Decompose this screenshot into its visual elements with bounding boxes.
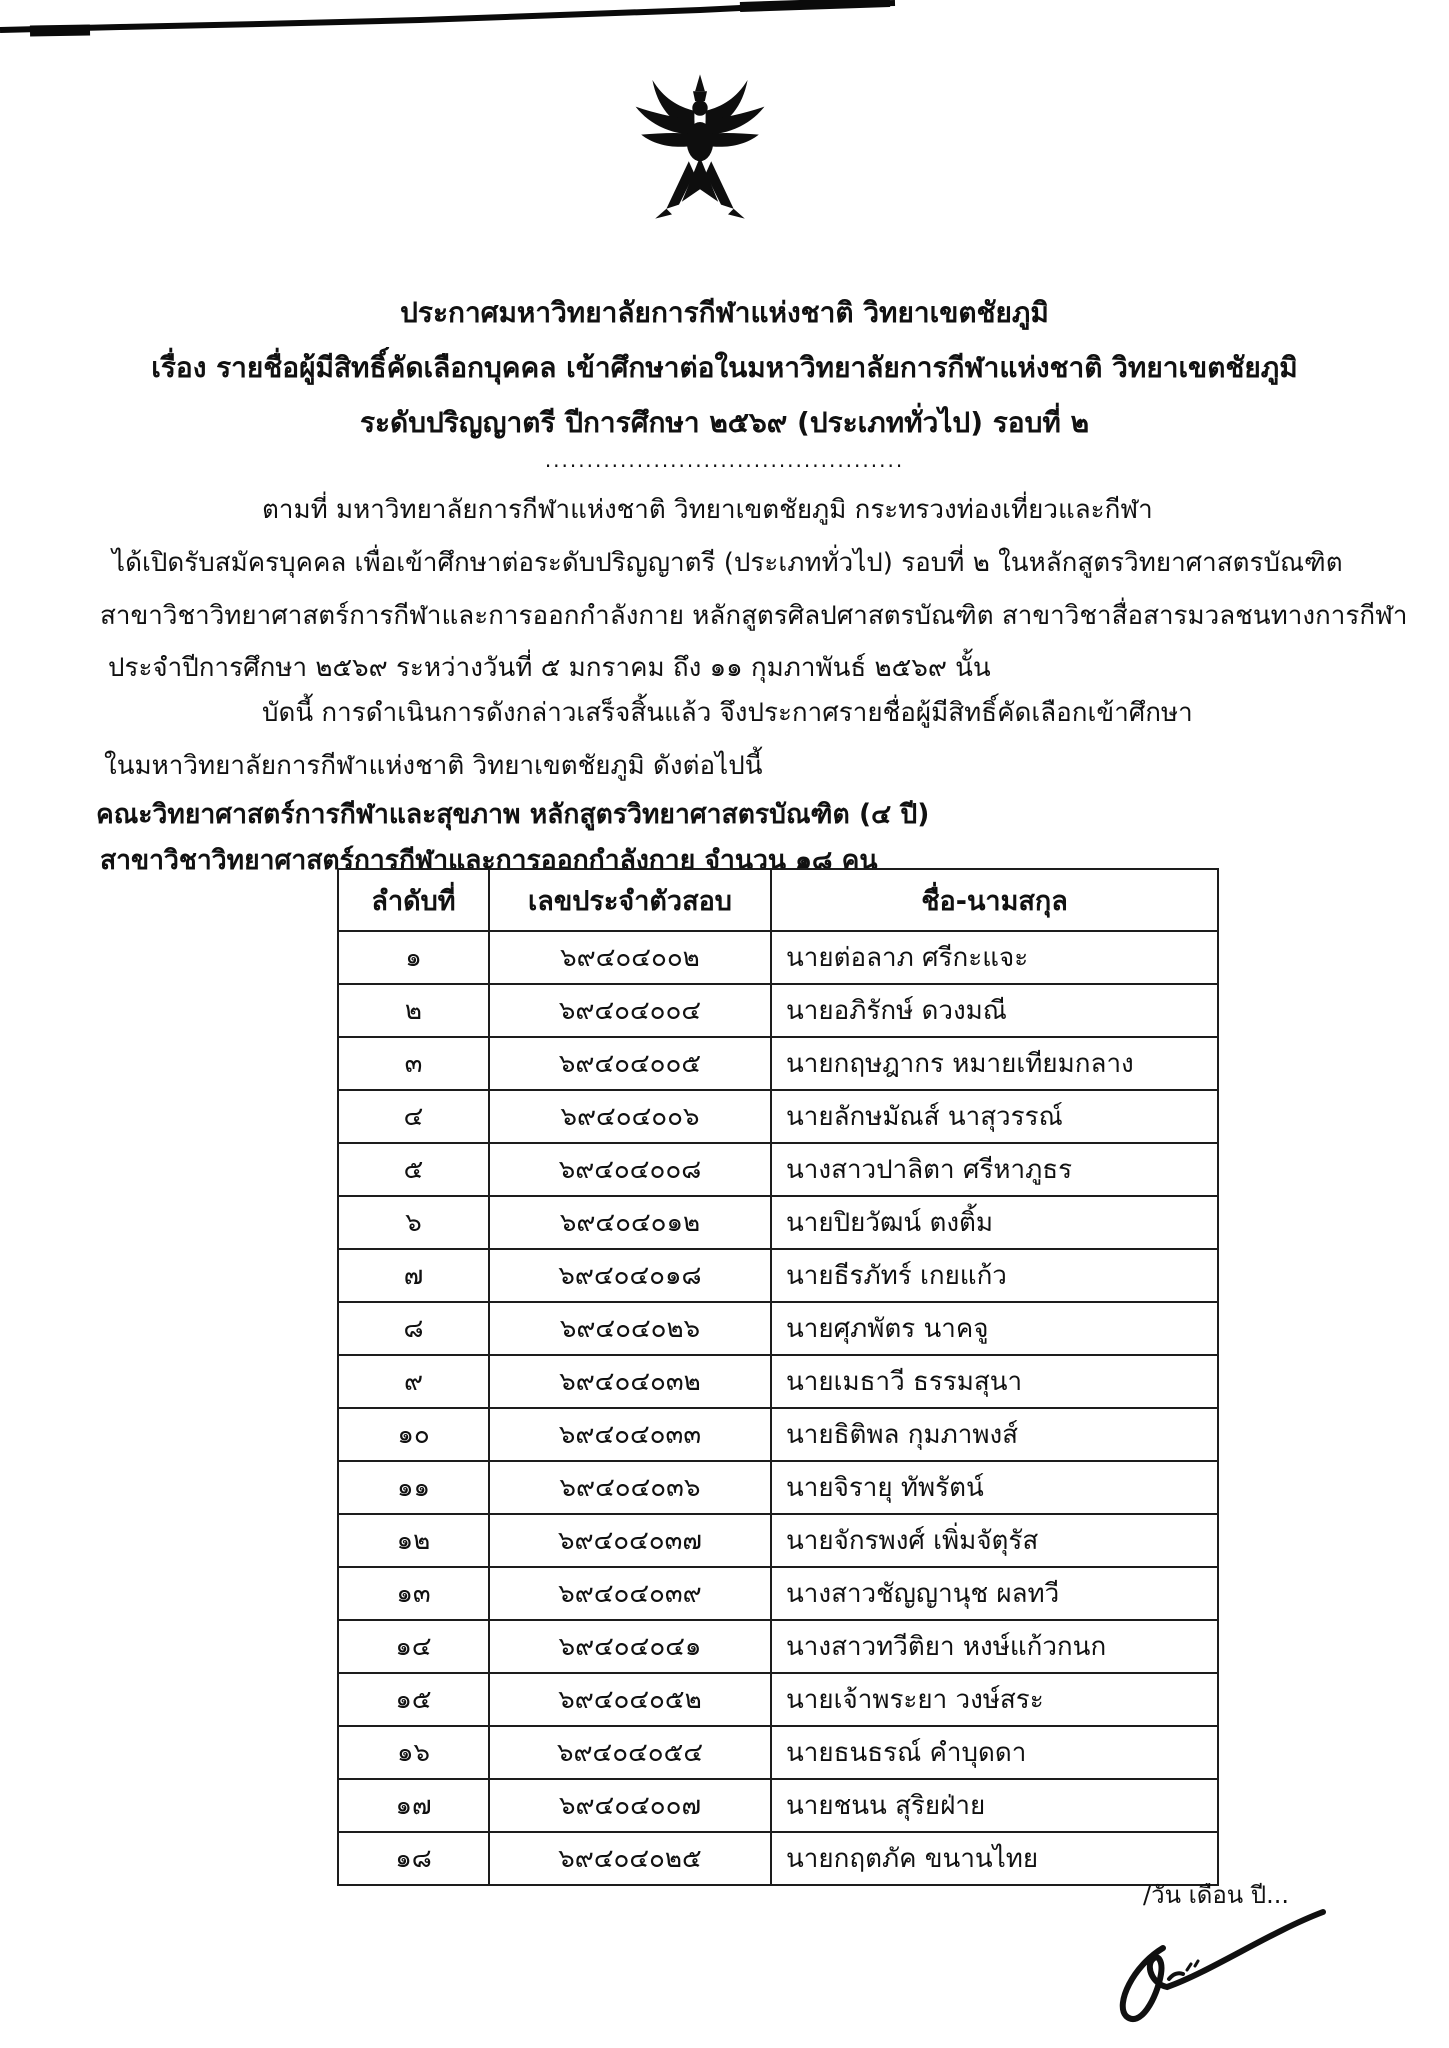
row-number-cell: ๑๑ [338,1461,489,1514]
table-row [338,1673,1218,1726]
full-name-cell: นายต่อลาภ ศรีกะแจะ [771,931,1218,984]
full-name-cell: นางสาวชัญญานุช ผลทวี [771,1567,1218,1620]
table-row [338,1832,1218,1885]
full-name-cell: นายอภิรักษ์ ดวงมณี [771,984,1218,1037]
full-name-cell: นางสาวปาลิตา ศรีหาภูธร [771,1143,1218,1196]
dotted-divider: ........................................... [544,448,905,472]
table-header-row [338,869,1218,931]
table-row [338,1620,1218,1673]
announcement-subtitle: ระดับปริญญาตรี ปีการศึกษา ๒๕๖๙ (ประเภททั่วไป) รอบที่ ๒ [359,406,1090,439]
full-name-cell: นายกฤตภัค ขนานไทย [771,1832,1218,1885]
full-name-cell: นายจักรพงศ์ เพิ่มจัตุรัส [771,1514,1218,1567]
full-name-cell: นายปิยวัฒน์ ตงติ้ม [771,1196,1218,1249]
full-name-cell: นายชนน สุริยฝ่าย [771,1779,1218,1832]
table-row [338,984,1218,1037]
header-row-number: ลำดับที่ [338,869,489,931]
scan-line-artifact-icon [0,0,920,40]
table-row [338,1779,1218,1832]
paragraph1-line1: ตามที่ มหาวิทยาลัยการกีฬาแห่งชาติ วิทยาเขตชัยภูมิ กระทรวงท่องเที่ยวและกีฬา [262,495,1153,525]
table-row [338,1090,1218,1143]
full-name-cell: นายจิรายุ ทัพรัตน์ [771,1461,1218,1514]
faculty-heading: คณะวิทยาศาสตร์การกีฬาและสุขภาพ หลักสูตรวิทยาศาสตรบัณฑิต (๔ ปี) [96,799,930,830]
full-name-cell: นายลักษมัณส์ นาสุวรรณ์ [771,1090,1218,1143]
row-number-cell: ๑๓ [338,1567,489,1620]
row-number-cell: ๓ [338,1037,489,1090]
table-row [338,1037,1218,1090]
table-header [338,869,1218,931]
footer-continuation-note: /วัน เดือน ปี... [1143,1881,1289,1909]
exam-id-cell: ๖๙๔๐๔๐๕๒ [489,1673,771,1726]
full-name-cell: นายธนธรณ์ คำบุดดา [771,1726,1218,1779]
announcement-subject: เรื่อง รายชื่อผู้มีสิทธิ์คัดเลือกบุคคล เข้าศึกษาต่อในมหาวิทยาลัยการกีฬาแห่งชาติ วิทยาเขตชัยภูมิ [151,351,1298,384]
exam-id-cell: ๖๙๔๐๔๐๐๔ [489,984,771,1037]
full-name-cell: นายธีรภัทร์ เกยแก้ว [771,1249,1218,1302]
handwritten-signature-icon [1095,1900,1345,2045]
exam-id-cell: ๖๙๔๐๔๐๑๒ [489,1196,771,1249]
exam-id-cell: ๖๙๔๐๔๐๓๓ [489,1408,771,1461]
table-row [338,1302,1218,1355]
table-row [338,1567,1218,1620]
exam-id-cell: ๖๙๔๐๔๐๒๖ [489,1302,771,1355]
table-row [338,1143,1218,1196]
header-full-name: ชื่อ-นามสกุล [771,869,1218,931]
row-number-cell: ๑๘ [338,1832,489,1885]
announcement-title: ประกาศมหาวิทยาลัยการกีฬาแห่งชาติ วิทยาเขตชัยภูมิ [400,296,1049,329]
row-number-cell: ๗ [338,1249,489,1302]
row-number-cell: ๘ [338,1302,489,1355]
exam-id-cell: ๖๙๔๐๔๐๓๖ [489,1461,771,1514]
full-name-cell: นายธิติพล กุมภาพงส์ [771,1408,1218,1461]
row-number-cell: ๒ [338,984,489,1037]
table-row [338,1461,1218,1514]
row-number-cell: ๖ [338,1196,489,1249]
exam-id-cell: ๖๙๔๐๔๐๐๗ [489,1779,771,1832]
table-row [338,1355,1218,1408]
table-row [338,1514,1218,1567]
row-number-cell: ๑ [338,931,489,984]
exam-id-cell: ๖๙๔๐๔๐๐๒ [489,931,771,984]
major-heading: สาขาวิชาวิทยาศาสตร์การกีฬาและการออกกำลังกาย จำนวน ๑๘ คน [100,845,878,876]
row-number-cell: ๕ [338,1143,489,1196]
exam-id-cell: ๖๙๔๐๔๐๓๙ [489,1567,771,1620]
paragraph1-line4: ประจำปีการศึกษา ๒๕๖๙ ระหว่างวันที่ ๕ มกราคม ถึง ๑๑ กุมภาพันธ์ ๒๕๖๙ นั้น [108,653,991,683]
table-row [338,1408,1218,1461]
exam-id-cell: ๖๙๔๐๔๐๔๑ [489,1620,771,1673]
paragraph2-line2: ในมหาวิทยาลัยการกีฬาแห่งชาติ วิทยาเขตชัยภูมิ ดังต่อไปนี้ [104,751,763,781]
row-number-cell: ๑๔ [338,1620,489,1673]
exam-id-cell: ๖๙๔๐๔๐๕๔ [489,1726,771,1779]
garuda-emblem-icon [616,70,784,230]
exam-id-cell: ๖๙๔๐๔๐๐๖ [489,1090,771,1143]
row-number-cell: ๑๖ [338,1726,489,1779]
row-number-cell: ๑๐ [338,1408,489,1461]
exam-id-cell: ๖๙๔๐๔๐๒๕ [489,1832,771,1885]
exam-id-cell: ๖๙๔๐๔๐๓๒ [489,1355,771,1408]
row-number-cell: ๔ [338,1090,489,1143]
row-number-cell: ๑๗ [338,1779,489,1832]
results-table-body [338,931,1218,1885]
full-name-cell: นางสาวทวีติยา หงษ์แก้วกนก [771,1620,1218,1673]
table-row [338,931,1218,984]
table-row [338,1726,1218,1779]
header-exam-id: เลขประจำตัวสอบ [489,869,771,931]
table-row [338,1196,1218,1249]
table-row [338,1249,1218,1302]
row-number-cell: ๙ [338,1355,489,1408]
paragraph2-line1: บัดนี้ การดำเนินการดังกล่าวเสร็จสิ้นแล้ว จึงประกาศรายชื่อผู้มีสิทธิ์คัดเลือกเข้าศึกษา [262,698,1193,728]
paragraph1-line2: ได้เปิดรับสมัครบุคคล เพื่อเข้าศึกษาต่อระดับปริญญาตรี (ประเภททั่วไป) รอบที่ ๒ ในหลักสูตรวิทยาศาสตรบัณฑิต [112,548,1343,578]
full-name-cell: นายเจ้าพระยา วงษ์สระ [771,1673,1218,1726]
full-name-cell: นายกฤษฎากร หมายเทียมกลาง [771,1037,1218,1090]
exam-id-cell: ๖๙๔๐๔๐๐๕ [489,1037,771,1090]
row-number-cell: ๑๒ [338,1514,489,1567]
exam-id-cell: ๖๙๔๐๔๐๐๘ [489,1143,771,1196]
full-name-cell: นายศุภพัตร นาคจู [771,1302,1218,1355]
full-name-cell: นายเมธาวี ธรรมสุนา [771,1355,1218,1408]
exam-id-cell: ๖๙๔๐๔๐๑๘ [489,1249,771,1302]
paragraph1-line3: สาขาวิชาวิทยาศาสตร์การกีฬาและการออกกำลังกาย หลักสูตรศิลปศาสตรบัณฑิต สาขาวิชาสื่อสารมวลชนทางการกีฬา [100,601,1408,631]
exam-id-cell: ๖๙๔๐๔๐๓๗ [489,1514,771,1567]
candidate-results-table [337,868,1219,1886]
row-number-cell: ๑๕ [338,1673,489,1726]
